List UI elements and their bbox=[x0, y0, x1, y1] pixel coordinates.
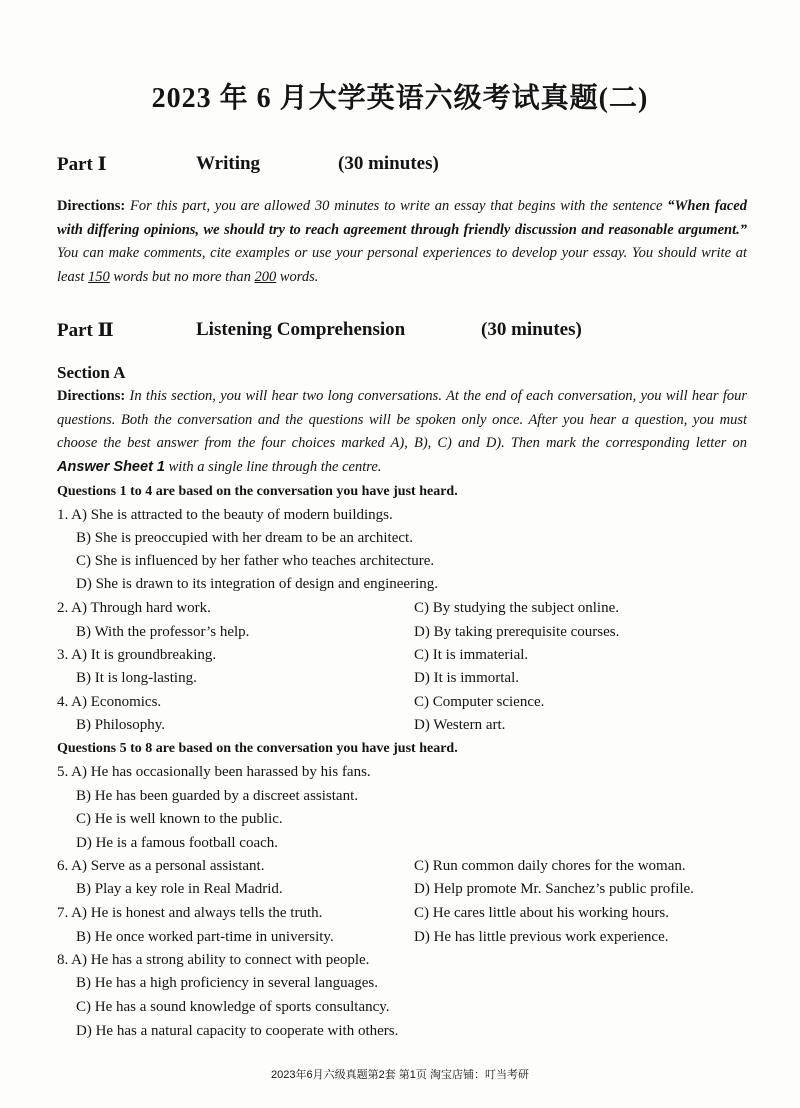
q5-option-d: D) He is a famous football coach. bbox=[76, 835, 279, 851]
q8-option-d: D) He has a natural capacity to cooperate with others. bbox=[76, 1023, 399, 1039]
part2-label: Part Ⅱ bbox=[57, 320, 114, 341]
q8-option-a: 8. A) He has a strong ability to connect with people. bbox=[57, 952, 370, 968]
page-footer: 2023年6月六级真题第2套 第1页 淘宝店铺：叮当考研 bbox=[271, 1069, 529, 1081]
part1-time: (30 minutes) bbox=[338, 153, 439, 174]
answer-sheet-ref: Answer Sheet 1 bbox=[57, 458, 165, 475]
question-group-heading: Questions 1 to 4 are based on the conversation you have just heard. bbox=[57, 484, 458, 499]
question-group-heading: Questions 5 to 8 are based on the conversation you have just heard. bbox=[57, 741, 458, 756]
directions-text: words but no more than bbox=[109, 268, 255, 285]
q5-option-a: 5. A) He has occasionally been harassed by his fans. bbox=[57, 764, 371, 780]
section-a-heading: Section A bbox=[57, 363, 126, 382]
q4-option-c: C) Computer science. bbox=[414, 694, 545, 710]
part2-name: Listening Comprehension bbox=[196, 319, 406, 340]
q1-option-d: D) She is drawn to its integration of design and engineering. bbox=[76, 576, 439, 592]
directions-text: In this section, you will hear two long conversations. At the end of each conversation, you will hear four questions. Both the conversation and the questions will be spoken only once. After you hear a question, you must choose the best answer from the four choices marked A), B), C) and D). Then mark the corresponding letter on bbox=[57, 388, 747, 452]
q6-option-d: D) Help promote Mr. Sanchez’s public profile. bbox=[414, 881, 694, 897]
q2-option-c: C) By studying the subject online. bbox=[414, 600, 619, 616]
q3-option-b: B) It is long-lasting. bbox=[76, 670, 197, 686]
directions-text: with a single line through the centre. bbox=[165, 458, 382, 475]
part1-name: Writing bbox=[196, 153, 261, 174]
q3-option-a: 3. A) It is groundbreaking. bbox=[57, 647, 217, 663]
q1-option-a: 1. A) She is attracted to the beauty of modern buildings. bbox=[57, 507, 393, 523]
q7-option-c: C) He cares little about his working hours. bbox=[414, 905, 669, 921]
q2-option-d: D) By taking prerequisite courses. bbox=[414, 624, 620, 640]
q8-option-c: C) He has a sound knowledge of sports consultancy. bbox=[76, 999, 390, 1015]
q1-option-b: B) She is preoccupied with her dream to be an architect. bbox=[76, 530, 413, 546]
q6-option-a: 6. A) Serve as a personal assistant. bbox=[57, 858, 265, 874]
directions-label: Directions: bbox=[57, 388, 126, 404]
q1-option-c: C) She is influenced by her father who teaches architecture. bbox=[76, 553, 435, 569]
q5-option-b: B) He has been guarded by a discreet assistant. bbox=[76, 788, 358, 804]
q3-option-d: D) It is immortal. bbox=[414, 670, 519, 686]
directions-text: words. bbox=[276, 268, 319, 285]
part2-time: (30 minutes) bbox=[481, 319, 582, 340]
max-words: 200 bbox=[254, 268, 277, 285]
q6-option-c: C) Run common daily chores for the woman. bbox=[414, 858, 686, 874]
directions-text: For this part, you are allowed 30 minutes to write an essay that begins with the sentence bbox=[125, 198, 668, 214]
min-words: 150 bbox=[88, 268, 110, 285]
directions-text: You can make comments, cite examples or use your personal experiences to develop your essay. You should write at least bbox=[57, 245, 747, 285]
part1-label: Part Ⅰ bbox=[57, 154, 107, 175]
q4-option-d: D) Western art. bbox=[414, 717, 506, 733]
page-title: 2023 年 6 月大学英语六级考试真题(二) bbox=[151, 83, 649, 114]
q6-option-b: B) Play a key role in Real Madrid. bbox=[76, 881, 283, 897]
essay-opening-sentence: “When faced with differing opinions, we should try to reach agreement through friendly discussion and reasonable argument.” bbox=[57, 198, 747, 238]
q7-option-b: B) He once worked part-time in university. bbox=[76, 929, 334, 945]
part2-directions bbox=[57, 385, 747, 479]
q8-option-b: B) He has a high proficiency in several languages. bbox=[76, 975, 378, 991]
q7-option-a: 7. A) He is honest and always tells the truth. bbox=[57, 905, 323, 921]
q2-option-a: 2. A) Through hard work. bbox=[57, 600, 211, 616]
q3-option-c: C) It is immaterial. bbox=[414, 647, 529, 663]
q2-option-b: B) With the professor’s help. bbox=[76, 624, 250, 640]
q5-option-c: C) He is well known to the public. bbox=[76, 811, 283, 827]
part1-directions bbox=[57, 195, 747, 289]
q4-option-b: B) Philosophy. bbox=[76, 717, 166, 733]
q7-option-d: D) He has little previous work experience. bbox=[414, 929, 669, 945]
directions-label: Directions: bbox=[57, 198, 126, 214]
q4-option-a: 4. A) Economics. bbox=[57, 694, 162, 710]
